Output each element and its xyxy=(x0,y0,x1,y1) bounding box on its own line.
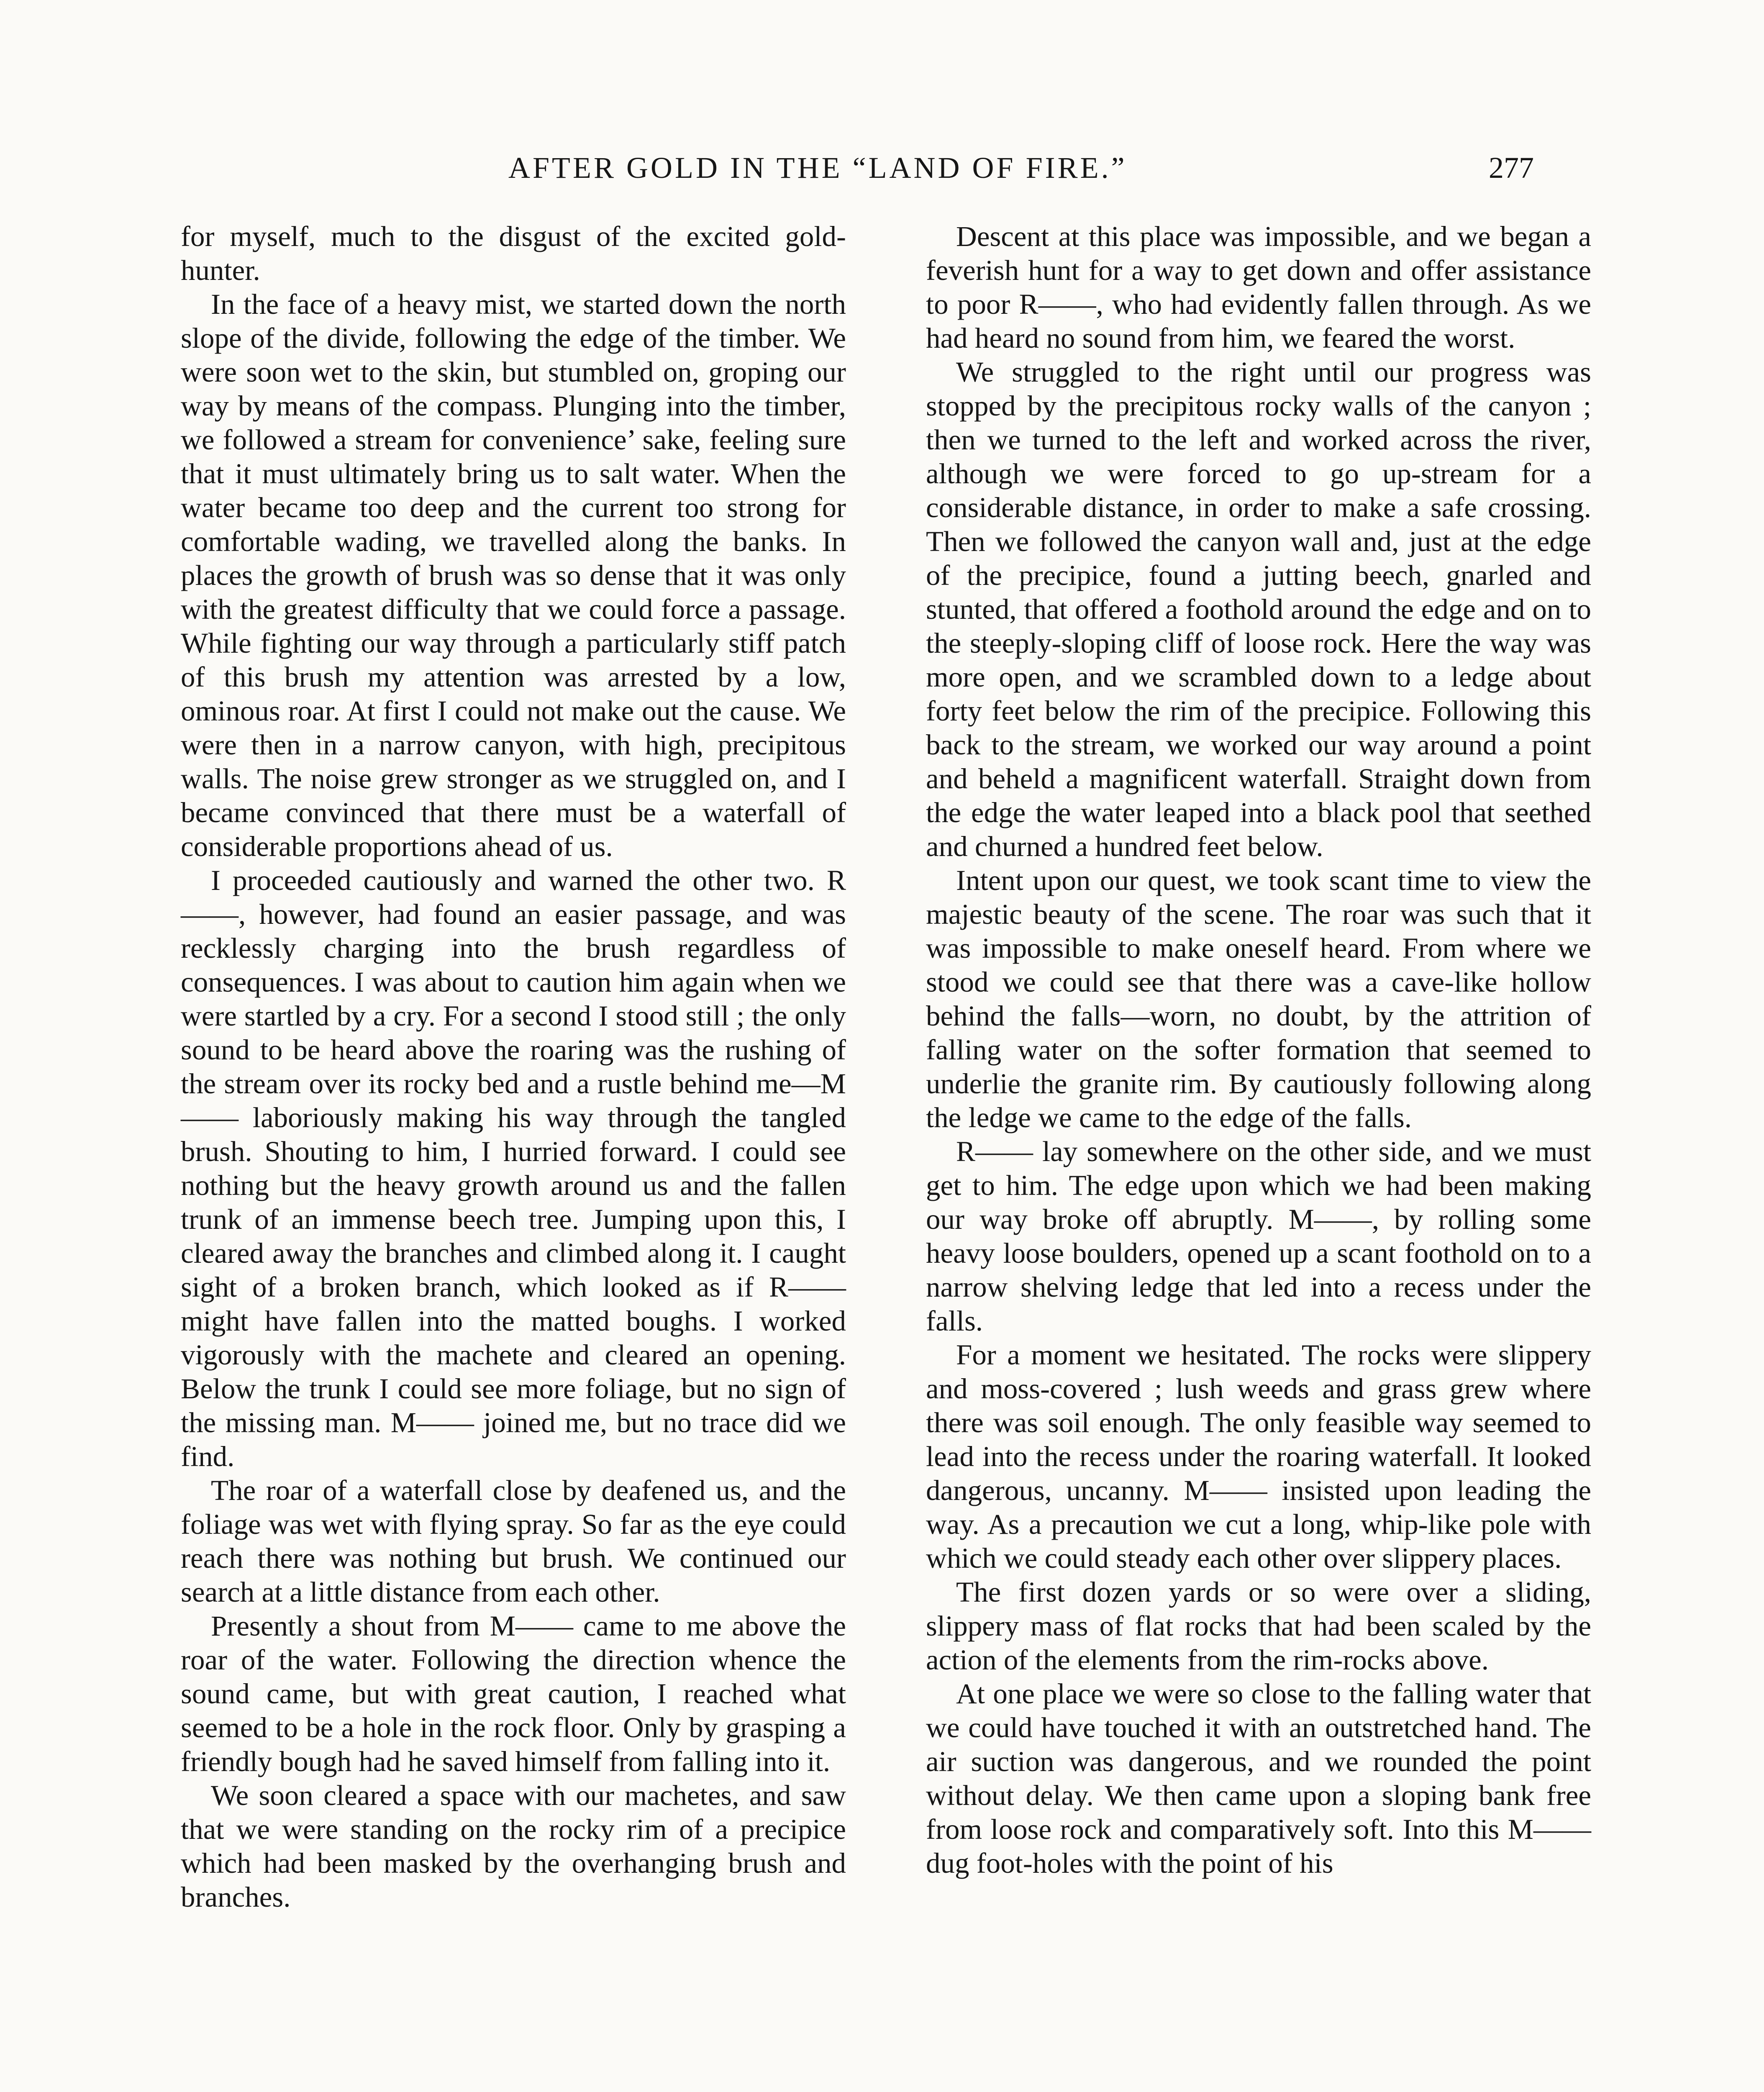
running-header xyxy=(0,151,1764,201)
paragraph: The first dozen yards or so were over a sliding, slippery mass of flat rocks that had been scaled by the action of the elements from the rim-rocks above. xyxy=(926,1576,1591,1676)
paragraph: We struggled to the right until our progress was stopped by the precipitous rocky walls of the canyon ; then we turned to the left and worked across the river, although we were forced to go up-stream for a considerable distance, in order to make a safe crossing. Then we followed the canyon wall and, just at the edge of the precipice, found a jutting beech, gnarled and stunted, that offered a foothold around the edge and on to the steeply-sloping cliff of loose rock. Here the way was more open, and we scrambled down to a ledge about forty feet below the rim of the precipice. Following this back to the stream, we worked our way around a point and beheld a magnificent waterfall. Straight down from the edge the water leaped into a black pool that seethed and churned a hundred feet below. xyxy=(926,356,1591,862)
page-number: 277 xyxy=(1489,151,1534,185)
paragraph: Descent at this place was impossible, and we began a feverish hunt for a way to get down and offer assistance to poor R——, who had evidently fallen through. As we had heard no sound from him, we feared the worst. xyxy=(926,220,1591,354)
paragraph: We soon cleared a space with our machetes, and saw that we were standing on the rocky rim of a precipice which had been masked by the overhanging brush and branches. xyxy=(181,1779,846,1913)
paragraph: In the face of a heavy mist, we started down the north slope of the divide, following the edge of the timber. We were soon wet to the skin, but stumbled on, groping our way by means of the compass. Plunging into the timber, we followed a stream for convenience’ sake, feeling sure that it must ultimately bring us to salt water. When the water became too deep and the current too strong for comfortable wading, we travelled along the banks. In places the growth of brush was so dense that it was only with the greatest difficulty that we could force a passage. While fighting our way through a particularly stiff patch of this brush my attention was arrested by a low, ominous roar. At first I could not make out the cause. We were then in a narrow canyon, with high, precipitous walls. The noise grew stronger as we struggled on, and I became convinced that there must be a waterfall of considerable proportions ahead of us. xyxy=(181,288,846,862)
paragraph: For a moment we hesitated. The rocks were slippery and moss-covered ; lush weeds and grass grew where there was soil enough. The only feasible way seemed to lead into the recess under the roaring waterfall. It looked dangerous, uncanny. M—— insisted upon leading the way. As a precaution we cut a long, whip-like pole with which we could steady each other over slippery places. xyxy=(926,1339,1591,1574)
paragraph: I proceeded cautiously and warned the other two. R——, however, had found an easier passage, and was recklessly charging into the brush regardless of consequences. I was about to caution him again when we were startled by a cry. For a second I stood still ; the only sound to be heard above the roaring was the rushing of the stream over its rocky bed and a rustle behind me—M—— laboriously making his way through the tangled brush. Shouting to him, I hurried forward. I could see nothing but the heavy growth around us and the fallen trunk of an immense beech tree. Jumping upon this, I cleared away the branches and climbed along it. I caught sight of a broken branch, which looked as if R—— might have fallen into the matted boughs. I worked vigorously with the machete and cleared an opening. Below the trunk I could see more foliage, but no sign of the missing man. M—— joined me, but no trace did we find. xyxy=(181,864,846,1472)
paragraph: The roar of a waterfall close by deafened us, and the foliage was wet with flying spray. So far as the eye could reach there was nothing but brush. We continued our search at a little distance from each other. xyxy=(181,1474,846,1608)
right-column xyxy=(926,220,1591,1880)
paragraph: At one place we were so close to the falling water that we could have touched it with an outstretched hand. The air suction was dangerous, and we rounded the point without delay. We then came upon a sloping bank free from loose rock and comparatively soft. Into this M—— dug foot-holes with the point of his xyxy=(926,1678,1591,1879)
left-column xyxy=(181,220,846,1914)
paragraph: R—— lay somewhere on the other side, and we must get to him. The edge upon which we had been making our way broke off abruptly. M——, by rolling some heavy loose boulders, opened up a scant foothold on to a narrow shelving ledge that led into a recess under the falls. xyxy=(926,1136,1591,1337)
running-title: AFTER GOLD IN THE “LAND OF FIRE.” xyxy=(508,151,1127,185)
paragraph: Intent upon our quest, we took scant time to view the majestic beauty of the scene. The roar was such that it was impossible to make oneself heard. From where we stood we could see that there was a cave-like hollow behind the falls—worn, no doubt, by the attrition of falling water on the softer formation that seemed to underlie the granite rim. By cautiously following along the ledge we came to the edge of the falls. xyxy=(926,864,1591,1133)
paragraph: Presently a shout from M—— came to me above the roar of the water. Following the direction whence the sound came, but with great caution, I reached what seemed to be a hole in the rock floor. Only by grasping a friendly bough had he saved himself from falling into it. xyxy=(181,1610,846,1777)
paragraph: for myself, much to the disgust of the excited gold-hunter. xyxy=(181,220,846,286)
